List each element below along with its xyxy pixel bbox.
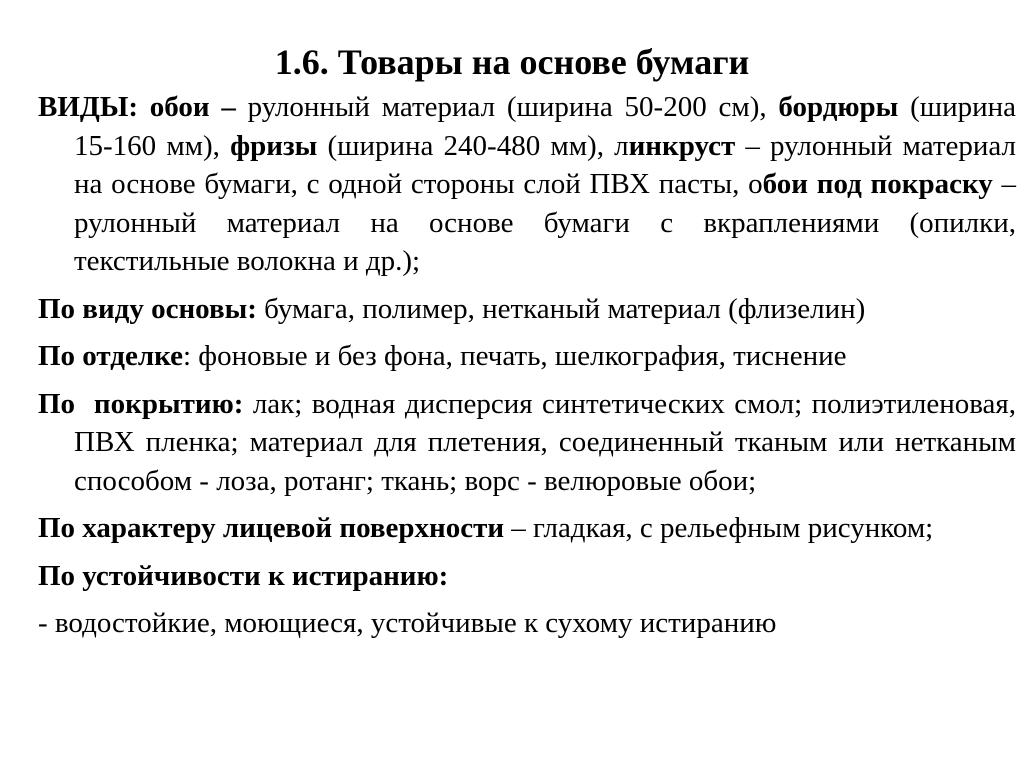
poverhnost-label: По характеру лицевой поверхности <box>38 512 505 544</box>
frizy-desc: (ширина 240-480 мм), л <box>317 129 629 162</box>
paragraph-osnova <box>38 290 1016 329</box>
oboi-desc: рулонный материал (ширина 50-200 см), <box>235 91 779 123</box>
slide-body <box>38 88 1016 652</box>
paragraph-otdelka <box>38 337 1016 376</box>
vidy-label: ВИДЫ: обои – <box>38 91 236 123</box>
paragraph-vidy <box>38 88 1016 281</box>
linkrust-desc: – рулонный материал на основе бумаги, с одной стороны слой ПВХ пасты, о <box>74 129 1016 200</box>
bordyury-term: бордюры <box>778 91 899 123</box>
pokrytie-text: лак; водная дисперсия синтетических смол; полиэтиленовая, ПВХ пленка; материал для плетения, соединенный тканым или нетканым способом - лоза, ротанг; ткань; ворс - велюровые обои; <box>74 387 1016 497</box>
ustoychivost-label: По устойчивости к истиранию: <box>38 559 449 592</box>
otdelka-label: По отделке <box>38 340 183 372</box>
oboi-pod-pokrasku-term: бои под покраску <box>762 168 993 200</box>
paragraph-ustoychivost <box>38 557 1016 596</box>
paragraph-vodostoikie <box>38 604 1016 643</box>
paragraph-pokrytie <box>38 385 1016 501</box>
osnova-text: бумага, полимер, нетканый материал (флизелин) <box>256 292 866 325</box>
paragraph-poverhnost <box>38 509 1016 548</box>
frizy-term: фризы <box>230 129 318 162</box>
osnova-label: По виду основы: <box>38 292 257 325</box>
bordyury-desc: (ширина 15-160 мм), <box>74 91 1016 162</box>
poverhnost-text: – гладкая, с рельефным рисунком; <box>504 512 934 544</box>
vodostoikie-text: - водостойкие, моющиеся, устойчивые к сухому истиранию <box>38 607 777 639</box>
oboi-pod-pokrasku-desc: – рулонный материал на основе бумаги с вкраплениями (опилки, текстильные волокна и др.); <box>74 168 1016 277</box>
otdelka-text: : фоновые и без фона, печать, шелкография, тиснение <box>182 340 847 372</box>
page-title: 1.6. Товары на основе бумаги <box>274 42 750 82</box>
linkrust-term: инкруст <box>628 129 736 162</box>
pokrytie-label: По покрытию: <box>38 387 244 420</box>
